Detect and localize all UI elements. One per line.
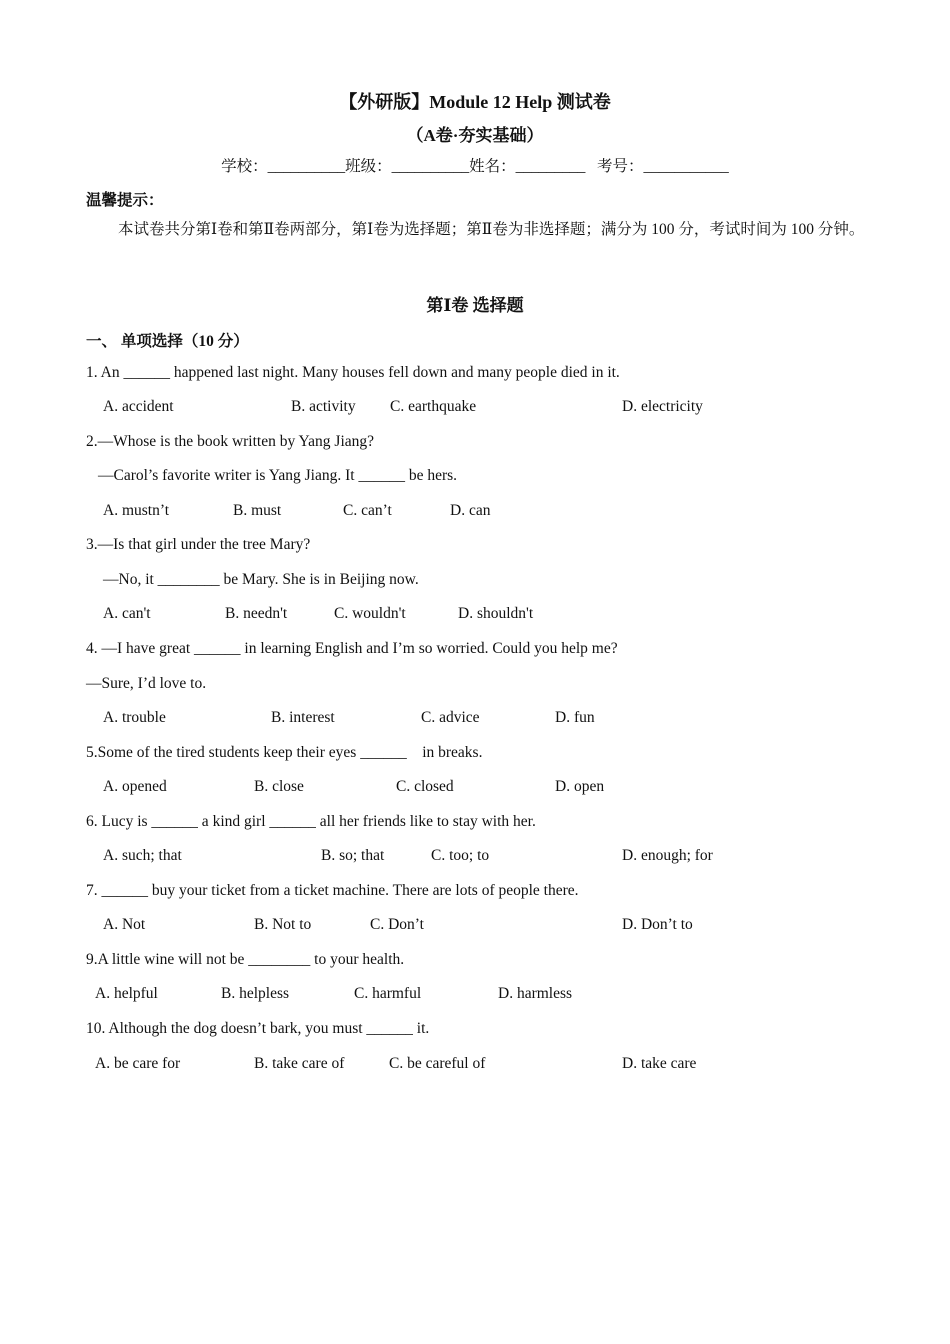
tips-text: 本试卷共分第Ⅰ卷和第Ⅱ卷两部分，第Ⅰ卷为选择题；第Ⅱ卷为非选择题；满分为 100 分，考试时间为 100 分钟。	[118, 221, 865, 238]
question-4-option-d: D. fun	[555, 709, 595, 726]
question-10-option-a: A. be care for	[95, 1055, 181, 1072]
part-heading: 一、 单项选择（10 分）	[86, 333, 249, 350]
question-5-option-b: B. close	[254, 778, 304, 795]
question-1-option-c: C. earthquake	[390, 398, 477, 415]
question-9-stem: 9.A little wine will not be ________ to your health.	[86, 951, 405, 968]
question-6-option-d: D. enough; for	[622, 847, 713, 864]
tips-heading: 温馨提示：	[86, 192, 164, 209]
question-4-option-c: C. advice	[421, 709, 480, 726]
question-3-option-c: C. wouldn't	[334, 605, 406, 622]
question-1-option-b: B. activity	[291, 398, 356, 415]
question-5-stem: 5.Some of the tired students keep their eyes ______ in breaks.	[86, 744, 483, 761]
question-4-stem-line-2: —Sure, I’d love to.	[86, 675, 207, 692]
question-3-option-a: A. can't	[103, 605, 151, 622]
question-10-option-b: B. take care of	[254, 1055, 345, 1072]
section-title: 第Ⅰ卷 选择题	[426, 296, 524, 315]
question-1-option-a: A. accident	[103, 398, 174, 415]
question-2-stem-line-2: —Carol’s favorite writer is Yang Jiang. It ______ be hers.	[98, 467, 458, 484]
question-3-option-b: B. needn't	[225, 605, 288, 622]
question-7-option-d: D. Don’t to	[622, 916, 693, 933]
question-9-option-c: C. harmful	[354, 985, 422, 1002]
question-3-stem: 3.—Is that girl under the tree Mary?	[86, 536, 311, 553]
question-7-option-a: A. Not	[103, 916, 146, 933]
question-7-option-b: B. Not to	[254, 916, 312, 933]
question-2-option-d: D. can	[450, 502, 491, 519]
question-5-option-c: C. closed	[396, 778, 454, 795]
question-4-option-b: B. interest	[271, 709, 335, 726]
question-9-option-a: A. helpful	[95, 985, 158, 1002]
student-info-line: 学校：__________班级：__________姓名：_________ 考号：___________	[221, 158, 729, 175]
question-2-stem: 2.—Whose is the book written by Yang Jiang?	[86, 433, 375, 450]
document-subtitle: （A卷·夯实基础）	[406, 126, 544, 145]
question-4-option-a: A. trouble	[103, 709, 166, 726]
question-4-stem: 4. —I have great ______ in learning English and I’m so worried. Could you help me?	[86, 640, 618, 657]
question-2-option-a: A. mustn’t	[103, 502, 170, 519]
question-2-option-b: B. must	[233, 502, 282, 519]
question-10-option-c: C. be careful of	[389, 1055, 486, 1072]
question-9-option-d: D. harmless	[498, 985, 573, 1002]
question-10-stem: 10. Although the dog doesn’t bark, you must ______ it.	[86, 1020, 430, 1037]
question-5-option-a: A. opened	[103, 778, 167, 795]
question-5-option-d: D. open	[555, 778, 605, 795]
question-6-option-b: B. so; that	[321, 847, 385, 864]
question-10-option-d: D. take care	[622, 1055, 697, 1072]
document-title: 【外研版】Module 12 Help 测试卷	[339, 92, 611, 112]
question-7-option-c: C. Don’t	[370, 916, 424, 933]
question-6-option-a: A. such; that	[103, 847, 182, 864]
question-9-option-b: B. helpless	[221, 985, 290, 1002]
question-1-option-d: D. electricity	[622, 398, 703, 415]
question-6-stem: 6. Lucy is ______ a kind girl ______ all her friends like to stay with her.	[86, 813, 536, 830]
question-3-stem-line-2: —No, it ________ be Mary. She is in Beijing now.	[103, 571, 419, 588]
question-3-option-d: D. shouldn't	[458, 605, 534, 622]
question-6-option-c: C. too; to	[431, 847, 490, 864]
question-1-stem: 1. An ______ happened last night. Many houses fell down and many people died in it.	[86, 364, 620, 381]
question-7-stem: 7. ______ buy your ticket from a ticket machine. There are lots of people there.	[86, 882, 579, 899]
question-2-option-c: C. can’t	[343, 502, 392, 519]
